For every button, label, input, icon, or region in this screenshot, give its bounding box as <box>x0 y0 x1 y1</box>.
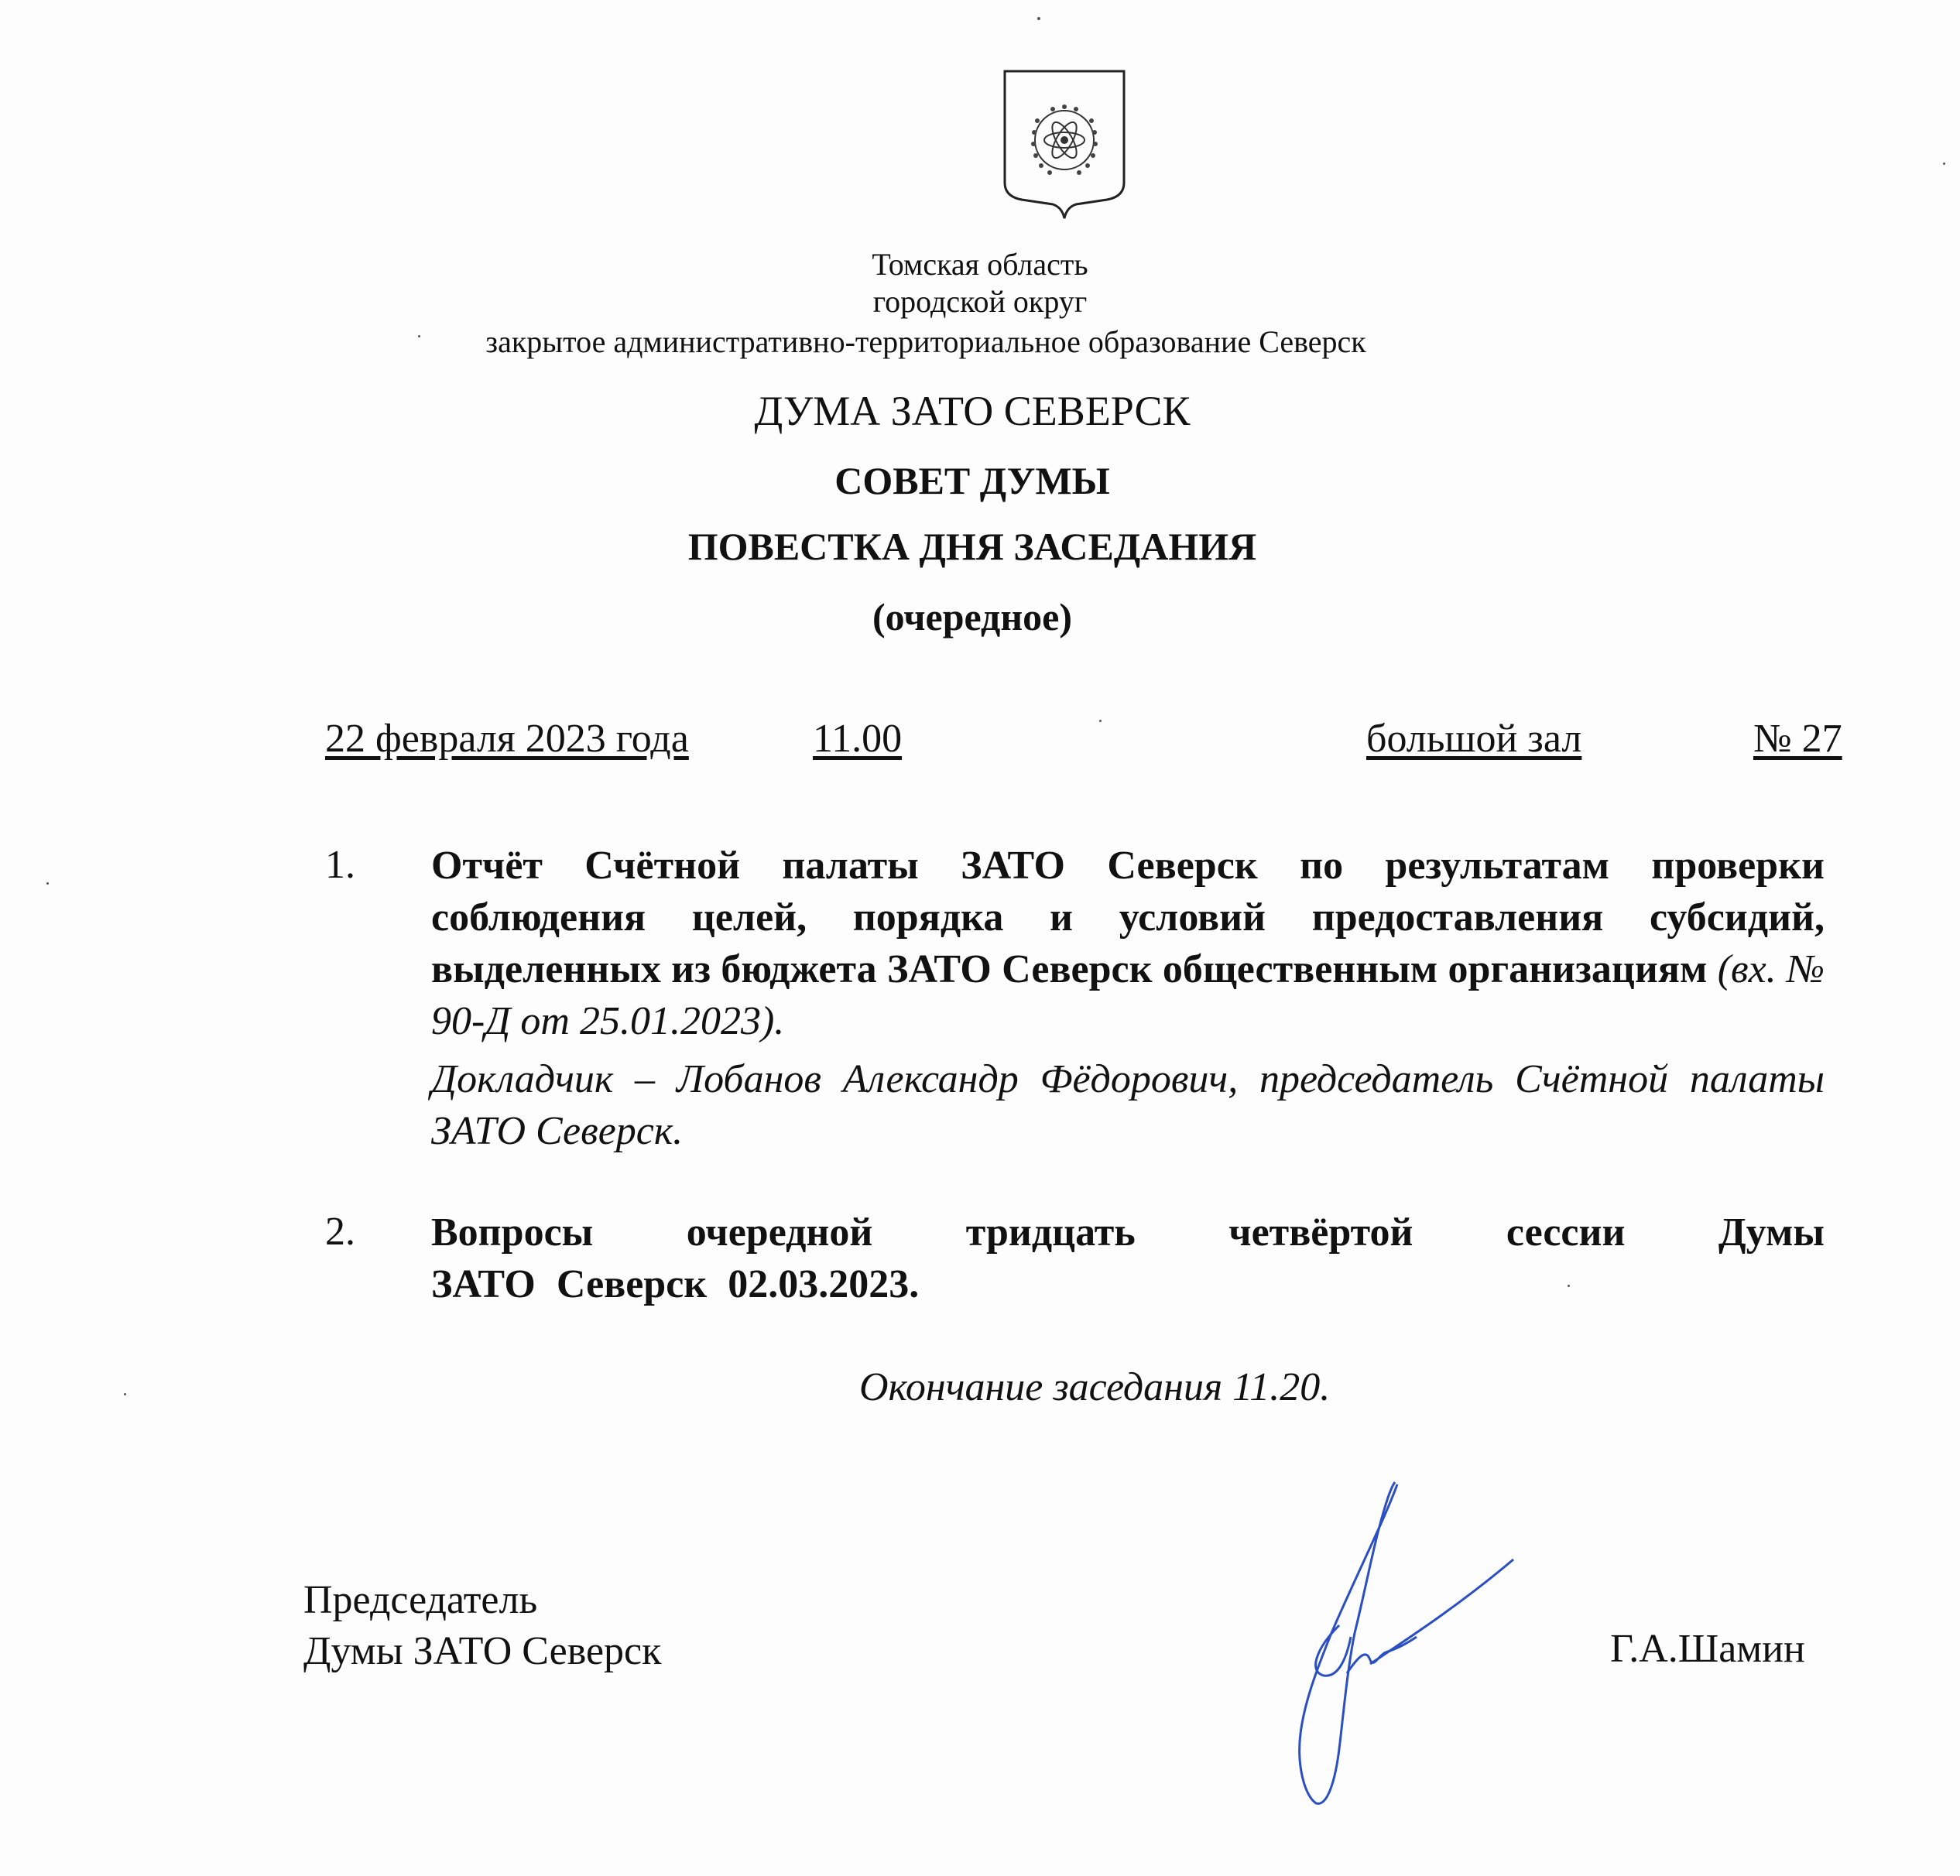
header-district: городской округ <box>872 284 1088 319</box>
meeting-number: № 27 <box>1753 717 1842 761</box>
signatory-position-line: Думы ЗАТО Северск <box>303 1629 662 1673</box>
agenda-item-title: Отчёт Счётной палаты ЗАТО Северск по результатам проверки соблюдения целей, порядка и условий предоставления субсидий, выделенных из бюджета ЗАТО Северск общественным организациям <box>431 844 1825 991</box>
scan-speck <box>1037 17 1040 20</box>
coat-of-arms-emblem <box>999 67 1130 229</box>
header-region: Томская область <box>872 247 1088 282</box>
agenda-item-number: 2. <box>325 1210 355 1254</box>
agenda-item-title-line: Вопросы очередной тридцать четвёртой сессии Думы <box>431 1210 1825 1255</box>
meeting-date: 22 февраля 2023 года <box>325 717 689 761</box>
meeting-type: (очередное) <box>872 595 1073 638</box>
meeting-place: большой зал <box>1366 717 1582 761</box>
agenda-item-title-line: ЗАТО Северск 02.03.2023. <box>431 1262 920 1306</box>
agenda-item-reference: (вх. № 90-Д от 25.01.2023). <box>431 947 1825 1043</box>
scan-speck <box>418 335 420 337</box>
header-duma: ДУМА ЗАТО СЕВЕРСК <box>754 388 1191 434</box>
agenda-item-speaker: Докладчик – Лобанов Александр Фёдорович, председатель Счётной палаты ЗАТО Северск. <box>431 1057 1825 1153</box>
scan-speck <box>46 882 49 885</box>
signatory-position-line: Председатель <box>303 1578 538 1622</box>
scan-speck <box>1943 163 1945 165</box>
scan-speck <box>1568 1285 1570 1287</box>
agenda-item <box>431 840 1825 1157</box>
signatory-position <box>303 1575 661 1677</box>
header-council: СОВЕТ ДУМЫ <box>834 459 1110 502</box>
meeting-time: 11.00 <box>813 717 903 761</box>
scan-speck <box>1099 720 1102 722</box>
agenda-item-number: 1. <box>325 843 355 887</box>
header-zato: закрытое административно-территориальное образование Северск <box>485 324 1366 359</box>
meeting-end-note: Окончание заседания 11.20. <box>859 1365 1331 1409</box>
handwritten-signature <box>1262 1470 1525 1811</box>
signatory-name: Г.А.Шамин <box>1610 1627 1805 1671</box>
agenda-item <box>431 1207 1825 1310</box>
scan-speck <box>124 1393 126 1395</box>
agenda-title: ПОВЕСТКА ДНЯ ЗАСЕДАНИЯ <box>687 525 1257 568</box>
